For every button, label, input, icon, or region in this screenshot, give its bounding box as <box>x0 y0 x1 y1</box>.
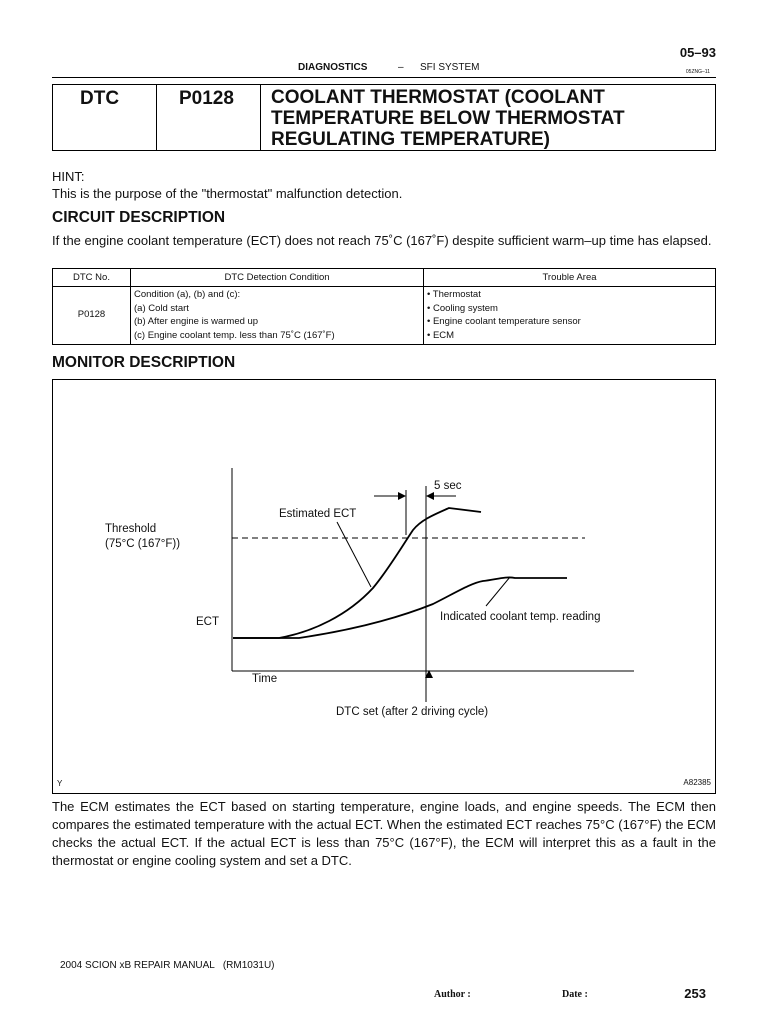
label-threshold: Threshold <box>105 523 157 535</box>
dtc-title-line-2: TEMPERATURE BELOW THERMOSTAT <box>271 108 625 129</box>
figure-code: A82385 <box>683 778 711 787</box>
document-code: 05ZNG–11 <box>685 69 710 75</box>
cell-dtc-no: P0128 <box>53 287 131 345</box>
condition-line: Condition (a), (b) and (c): <box>134 289 241 300</box>
header-rule <box>52 77 716 78</box>
dtc-title-box <box>52 84 716 151</box>
monitor-description-text: The ECM estimates the ECT based on starting temperature, engine loads, and engine speeds. The ECM then compares the estimated temperature with the actual ECT. When the estimated ECT reaches 75°C (167°F) the ECM checks the actual ECT. If the actual ECT is less than 75°C (167°F), the ECM will interpret this as a fault in the thermostat or engine cooling system and set a DTC. <box>52 799 716 868</box>
header-trouble-area: Trouble Area <box>424 269 716 287</box>
dtc-label: DTC <box>53 85 157 150</box>
hint-text: This is the purpose of the "thermostat" malfunction detection. <box>52 186 403 201</box>
label-dtc-set: DTC set (after 2 driving cycle) <box>336 706 489 718</box>
label-estimated-ect: Estimated ECT <box>279 508 357 520</box>
monitor-description-heading: MONITOR DESCRIPTION <box>52 354 236 371</box>
footer-author-label: Author : <box>434 989 471 1000</box>
trouble-area-item: • Thermostat <box>427 289 481 300</box>
monitor-diagram <box>52 379 716 794</box>
trouble-area-item: • Engine coolant temperature sensor <box>427 316 581 327</box>
indicated-leader <box>486 577 510 606</box>
table-header-row <box>53 269 716 287</box>
footer-manual-title: 2004 SCION xB REPAIR MANUAL (RM1031U) <box>60 960 275 971</box>
table-row <box>53 287 716 345</box>
trouble-area-item: • ECM <box>427 329 455 341</box>
condition-line: (b) After engine is warmed up <box>134 316 259 327</box>
label-time: Time <box>252 673 278 685</box>
dtc-title-line-1: COOLANT THERMOSTAT (COOLANT <box>271 87 605 108</box>
label-threshold-value: (75°C (167°F)) <box>105 538 181 550</box>
condition-line: (c) Engine coolant temp. less than 75˚C (167˚F) <box>134 329 335 341</box>
header-dash: – <box>398 62 404 73</box>
circuit-description-heading: CIRCUIT DESCRIPTION <box>52 209 226 226</box>
corner-mark: Y <box>57 779 63 788</box>
header-dtc-no: DTC No. <box>53 269 131 287</box>
cell-detection-condition <box>131 287 424 345</box>
header-system: SFI SYSTEM <box>420 62 480 73</box>
condition-line: (a) Cold start <box>134 302 189 314</box>
monitor-diagram-graphic <box>53 380 714 792</box>
hint-label: HINT: <box>52 169 85 184</box>
circuit-description-text: If the engine coolant temperature (ECT) does not reach 75˚C (167˚F) despite sufficient warm–up time has elapsed. <box>52 233 712 248</box>
dtc-code: P0128 <box>157 85 261 150</box>
footer-date-label: Date : <box>562 989 588 1000</box>
label-ect: ECT <box>196 616 219 628</box>
dtc-title <box>261 85 715 150</box>
trouble-area-item: • Cooling system <box>427 302 498 314</box>
label-indicated-coolant-temp: Indicated coolant temp. reading <box>440 611 601 623</box>
footer-page-number: 253 <box>684 986 706 1001</box>
indicated-ect-curve <box>233 577 567 638</box>
dtc-table <box>52 268 716 345</box>
page-number: 05–93 <box>679 45 716 60</box>
estimated-ect-leader <box>337 522 371 587</box>
dtc-title-line-3: REGULATING TEMPERATURE) <box>271 129 551 150</box>
label-five-sec: 5 sec <box>434 480 462 492</box>
header-detection-condition: DTC Detection Condition <box>131 269 424 287</box>
cell-trouble-area <box>424 287 716 345</box>
header-section: DIAGNOSTICS <box>298 62 368 73</box>
